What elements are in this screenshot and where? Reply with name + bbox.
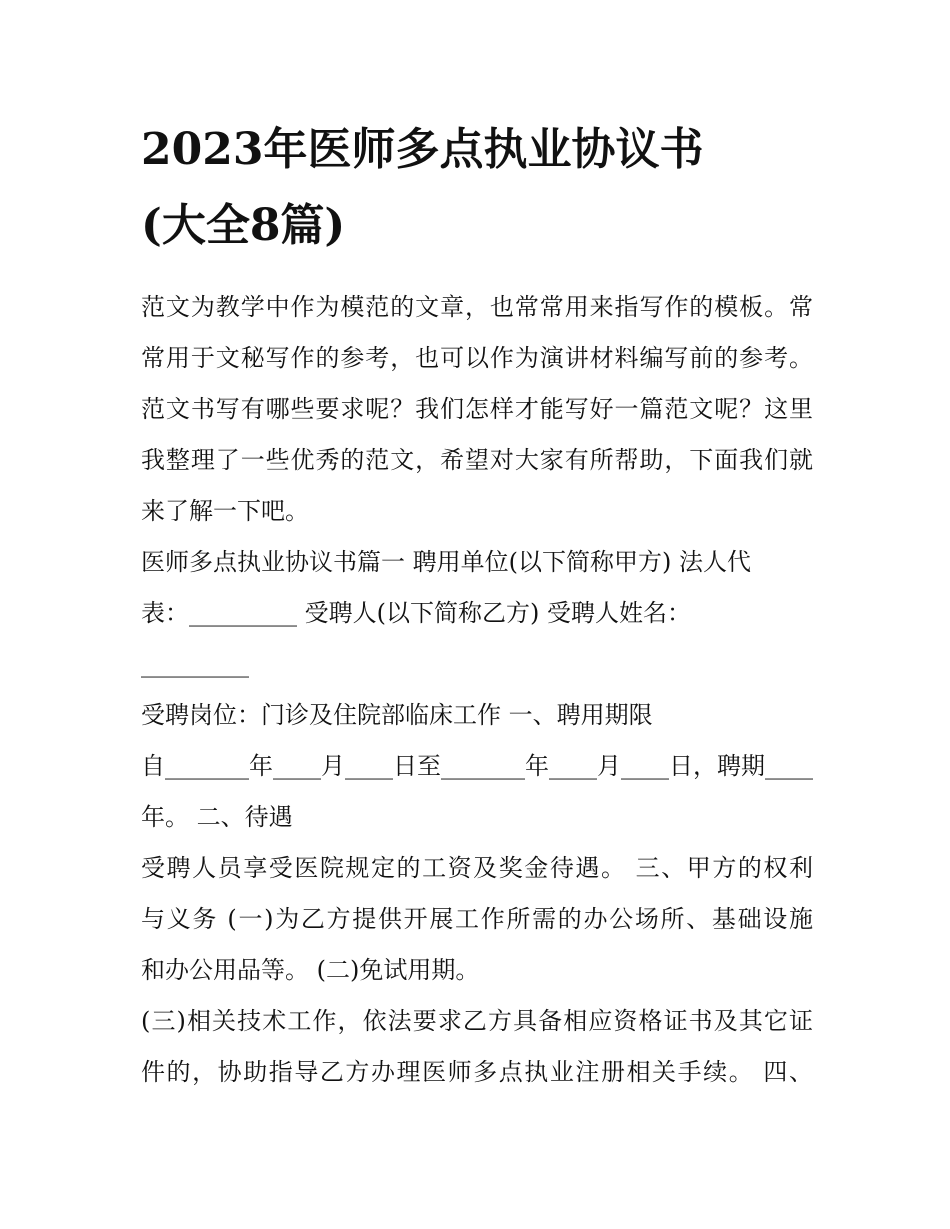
body-line: 表：_________ 受聘人(以下简称乙方) 受聘人姓名： [141, 599, 691, 627]
body-line: 我整理了一些优秀的范文，希望对大家有所帮助，下面我们就 [141, 446, 813, 474]
body-line: _________ [141, 650, 249, 678]
body-line: 年。 二、待遇 [141, 803, 293, 831]
body-line: 自_______年____月____日至_______年____月____日，聘期____ [141, 752, 813, 780]
body-line: 受聘人员享受医院规定的工资及奖金待遇。 三、甲方的权利 [141, 854, 813, 882]
title-line-1: 2023年医师多点执业协议书 [141, 124, 704, 175]
body-line: (三)相关技术工作，依法要求乙方具备相应资格证书及其它证 [141, 1007, 813, 1035]
title-line-2: (大全8篇) [141, 200, 346, 251]
body-line: 常用于文秘写作的参考，也可以作为演讲材料编写前的参考。 [141, 344, 813, 372]
body-line: 范文书写有哪些要求呢？我们怎样才能写好一篇范文呢？这里 [141, 395, 813, 423]
body-line: 范文为教学中作为模范的文章，也常常用来指写作的模板。常 [141, 293, 813, 321]
body-line: 件的，协助指导乙方办理医师多点执业注册相关手续。 四、 [141, 1058, 813, 1086]
document-page [141, 112, 813, 1098]
body-line: 与义务 (一)为乙方提供开展工作所需的办公场所、基础设施 [141, 905, 813, 933]
document-body [141, 282, 813, 1098]
body-line: 和办公用品等。 (二)免试用期。 [141, 956, 480, 984]
body-line: 来了解一下吧。 [141, 497, 309, 525]
body-line: 医师多点执业协议书篇一 聘用单位(以下简称甲方) 法人代 [141, 548, 751, 576]
body-line: 受聘岗位：门诊及住院部临床工作 一、聘用期限 [141, 701, 653, 729]
document-title [141, 112, 813, 264]
